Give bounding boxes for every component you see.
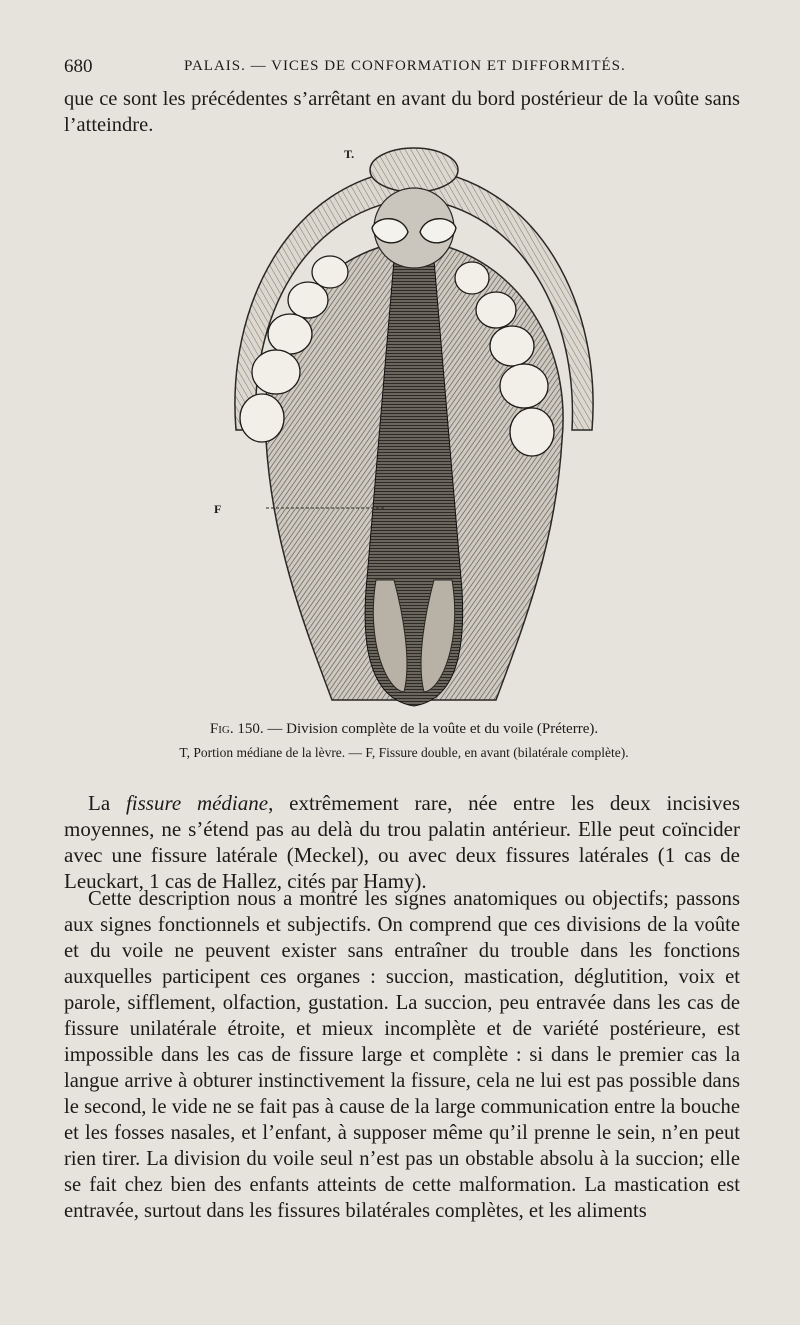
figure-caption [66, 721, 742, 738]
page-number: 680 [64, 56, 93, 77]
paragraph-body: , extrêmement rare, née entre les deux incisives moyennes, ne s’étend pas au delà du trou palatin antérieur. Elle peut coïncider avec une fissure latérale (Meckel), ou avec deux fissures latérales (1 cas de Leuckart, 1 cas de Hallez, cités par Hamy). [64, 791, 741, 893]
palate-engraving [226, 140, 602, 710]
running-title: PALAIS. — VICES DE CONFORMATION ET DIFFORMITÉS. [184, 58, 626, 74]
figure-illustration [226, 140, 602, 710]
paragraph-signes-fonctionnels: Cette description nous a montré les signes anatomiques ou objectifs; passons aux signes fonctionnels et subjectifs. On comprend que ces divisions de la voûte et du voile ne peuvent exister sans entraîner du trouble dans les fonctions auxquelles participent ces organes : succion, mastication, déglutition, voix et parole, sifflement, olfaction, gustation. La succion, peu entravée dans les cas de fissure unilatérale étroite, et mieux incomplète et de variété postérieure, est impossible dans les cas de fissure large et complète : si dans le premier cas la langue arrive à obturer instinctivement la fissure, cela ne lui est pas possible dans le second, le vide ne se fait pas à cause de la large communication entre la bouche et les fosses nasales, et l’enfant, à supposer même qu’il prenne le sein, n’en peut rien tirer. La division du voile seul n’est pas un obstable absolu à la succion; elle se fait chez bien des enfants atteints de cette malformation. La mastication est entravée, surtout dans les fissures bilatérales complètes, et les aliments [64, 888, 740, 1222]
figure-label-t: T. [344, 147, 355, 161]
paragraph-fissure-mediane [64, 790, 740, 894]
paragraph-lead: La [88, 791, 126, 815]
figure-caption-text: — Division complète de la voûte et du voile (Préterre). [263, 721, 599, 737]
running-header [64, 56, 740, 82]
intro-paragraph: que ce sont les précédentes s’arrêtant en avant du bord postérieur de la voûte sans l’atteindre. [64, 88, 740, 136]
figure-number: Fig. 150. [209, 721, 264, 737]
term-fissure-mediane: fissure médiane [125, 791, 269, 815]
figure-legend: T, Portion médiane de la lèvre. — F, Fissure double, en avant (bilatérale complète). [179, 745, 629, 760]
figure-label-f: F [214, 502, 222, 516]
